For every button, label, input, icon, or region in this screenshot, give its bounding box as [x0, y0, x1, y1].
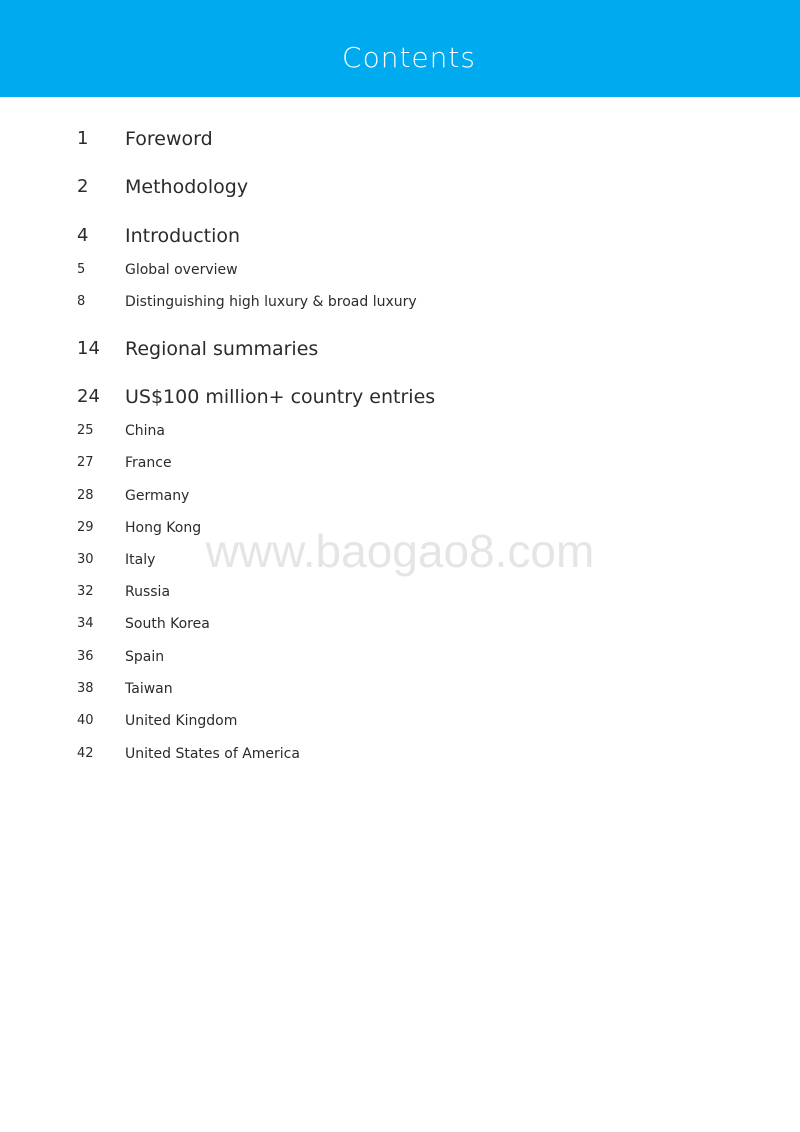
toc-title: Global overview: [125, 262, 238, 278]
toc-title: US$100 million+ country entries: [125, 386, 436, 408]
toc-title: Methodology: [125, 176, 249, 198]
toc-page-number: 29: [77, 520, 94, 535]
toc-entry-foreword[interactable]: [0, 126, 800, 156]
toc-entry-china[interactable]: [0, 421, 800, 451]
toc-page-number: 4: [77, 225, 89, 246]
toc-title: Introduction: [125, 225, 241, 247]
toc-page-number: 30: [77, 552, 94, 567]
toc-title: Italy: [125, 552, 156, 568]
toc-page-number: 25: [77, 423, 94, 438]
toc-title: Spain: [125, 649, 165, 665]
toc-entry-introduction[interactable]: [0, 223, 800, 253]
toc-page-number: 38: [77, 681, 94, 696]
toc-page-number: 42: [77, 746, 94, 761]
toc-page-number: 27: [77, 455, 94, 470]
toc-entry-south-korea[interactable]: [0, 614, 800, 644]
toc-page-number: 40: [77, 713, 94, 728]
toc-entry-russia[interactable]: [0, 582, 800, 612]
toc-title: Regional summaries: [125, 338, 319, 360]
toc-title: Distinguishing high luxury & broad luxury: [125, 294, 417, 310]
toc-entry-methodology[interactable]: [0, 174, 800, 204]
toc-page-number: 36: [77, 649, 94, 664]
watermark: www.baogao8.com: [205, 525, 595, 577]
toc-page-number: 24: [77, 386, 100, 407]
toc-entry-distinguishing-luxury[interactable]: [0, 292, 800, 322]
toc-title: Taiwan: [125, 681, 173, 697]
toc-title: United States of America: [125, 746, 300, 762]
toc-entry-italy[interactable]: [0, 550, 800, 580]
toc-title: United Kingdom: [125, 713, 238, 729]
toc-title: Hong Kong: [125, 520, 202, 536]
toc-page-number: 2: [77, 176, 89, 197]
toc-title: France: [125, 455, 172, 471]
toc-title: Foreword: [125, 128, 213, 150]
toc-title: China: [125, 423, 165, 439]
toc-entry-united-states[interactable]: [0, 744, 800, 774]
toc-page-number: 14: [77, 338, 100, 359]
toc-title: South Korea: [125, 616, 210, 632]
toc-title: Germany: [125, 488, 190, 504]
toc-page-number: 5: [77, 262, 86, 277]
toc-entry-hong-kong[interactable]: [0, 518, 800, 548]
toc-entry-spain[interactable]: [0, 647, 800, 677]
toc-entry-taiwan[interactable]: [0, 679, 800, 709]
toc-page-number: 34: [77, 616, 94, 631]
toc-entry-regional-summaries[interactable]: [0, 336, 800, 366]
toc-entry-country-entries[interactable]: [0, 384, 800, 414]
toc-page-number: 8: [77, 294, 86, 309]
toc-page-number: 32: [77, 584, 94, 599]
toc-entry-united-kingdom[interactable]: [0, 711, 800, 741]
page-title: Contents: [342, 41, 476, 74]
toc-page-number: 1: [77, 128, 89, 149]
toc-entry-france[interactable]: [0, 453, 800, 483]
toc-page-number: 28: [77, 488, 94, 503]
toc-title: Russia: [125, 584, 171, 600]
toc-entry-germany[interactable]: [0, 486, 800, 516]
toc-entry-global-overview[interactable]: [0, 260, 800, 290]
